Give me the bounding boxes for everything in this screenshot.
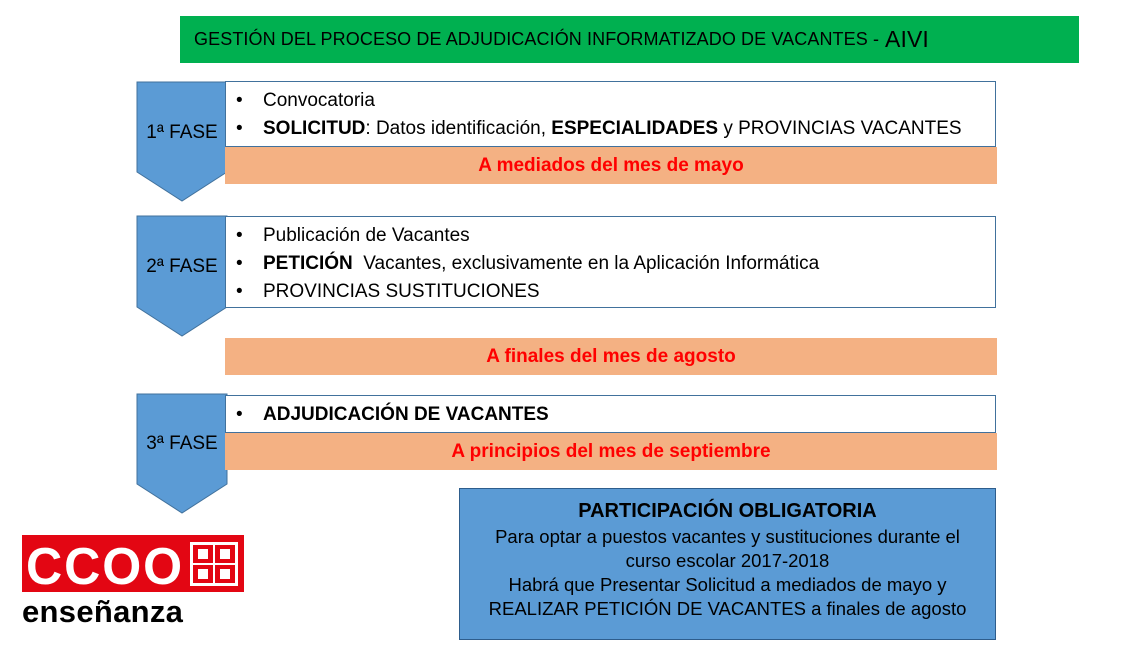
phase-3-box <box>225 395 996 433</box>
bullet-text: PROVINCIAS SUSTITUCIONES <box>263 281 540 302</box>
phase-1-label: 1ª FASE <box>146 122 218 143</box>
bullet-text-bold: SOLICITUD <box>263 118 366 139</box>
phase-1-box <box>225 81 996 147</box>
phase-3-chevron <box>136 393 228 514</box>
phase-2-date-band: A finales del mes de agosto <box>225 338 997 375</box>
bullet-text: Vacantes, exclusivamente en la Aplicación Informática <box>352 253 820 274</box>
bullet-text: : Datos identificación, <box>365 118 552 139</box>
info-line: REALIZAR PETICIÓN DE VACANTES a finales de agosto <box>488 598 967 619</box>
mandatory-participation-box <box>459 488 996 640</box>
phase-2-list <box>226 222 995 306</box>
bullet-text-bold: ADJUDICACIÓN DE VACANTES <box>263 404 549 425</box>
ccoo-logo-subtitle: enseñanza <box>22 594 184 629</box>
phase-1-list <box>226 87 995 143</box>
page-title: GESTIÓN DEL PROCESO DE ADJUDICACIÓN INFORMATIZADO DE VACANTES - <box>194 29 880 49</box>
castilla-la-mancha-shield-icon <box>190 542 238 586</box>
phase-2-box <box>225 216 996 308</box>
info-line: Para optar a puestos vacantes y sustituciones durante el <box>495 526 960 547</box>
bullet-item <box>226 250 995 278</box>
bullet-text: Convocatoria <box>263 90 375 111</box>
phase-3-list <box>226 401 995 429</box>
phase-3-date-band: A principios del mes de septiembre <box>225 433 997 470</box>
bullet-text: y PROVINCIAS VACANTES <box>718 118 962 139</box>
bullet-item <box>226 401 995 429</box>
ccoo-logo <box>22 535 244 592</box>
info-line: Habrá que Presentar Solicitud a mediados de mayo y <box>508 574 947 595</box>
page-title-acronym: AIVI <box>885 26 929 52</box>
bullet-text-bold: PETICIÓN <box>263 253 353 274</box>
mandatory-participation-title: PARTICIPACIÓN OBLIGATORIA <box>578 500 877 522</box>
bullet-text-bold: ESPECIALIDADES <box>551 118 719 139</box>
bullet-dot-icon: • <box>236 281 243 302</box>
phase-3-label: 3ª FASE <box>146 433 218 454</box>
info-line: curso escolar 2017-2018 <box>625 550 830 571</box>
phase-1-chevron <box>136 81 228 202</box>
ccoo-logo-text: CCOO <box>26 538 184 592</box>
bullet-item <box>226 222 995 250</box>
bullet-dot-icon: • <box>236 253 243 274</box>
page-header <box>180 16 1079 63</box>
bullet-text: Publicación de Vacantes <box>263 225 470 246</box>
bullet-dot-icon: • <box>236 225 243 246</box>
phase-1-date-band: A mediados del mes de mayo <box>225 147 997 184</box>
phase-2-label: 2ª FASE <box>146 256 218 277</box>
bullet-dot-icon: • <box>236 90 243 111</box>
bullet-item <box>226 115 995 143</box>
bullet-item <box>226 87 995 115</box>
bullet-item <box>226 278 995 306</box>
bullet-dot-icon: • <box>236 118 243 139</box>
ccoo-logo-mark <box>22 535 244 592</box>
bullet-dot-icon: • <box>236 404 243 425</box>
phase-2-chevron <box>136 215 228 337</box>
